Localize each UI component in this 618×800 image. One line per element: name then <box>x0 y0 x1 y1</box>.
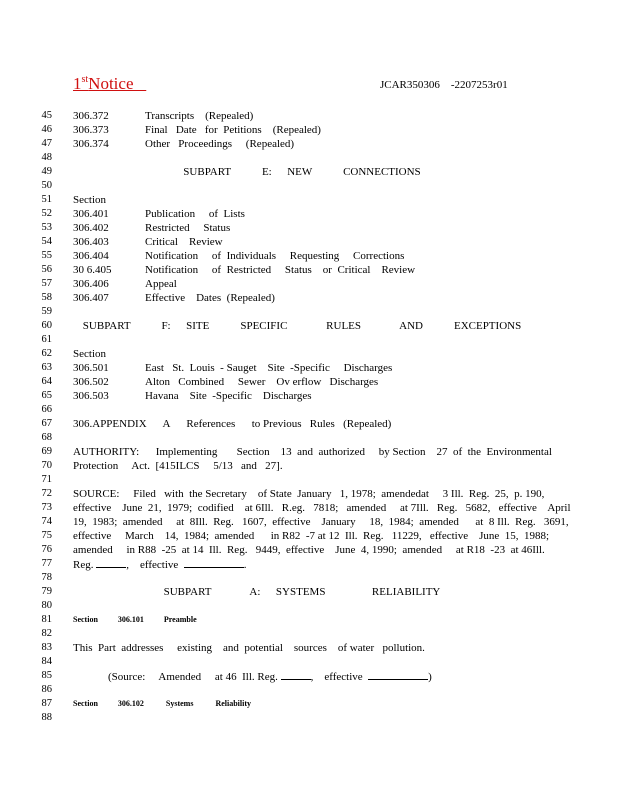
document-line <box>0 669 618 683</box>
section-number: 30 6.405 <box>73 264 112 276</box>
section-heading: Section 306.101 Preamble <box>73 615 197 624</box>
body-text: amended in R88 -25 at 14 Ill. Reg. 9449, effective June 4, 1990; amended at R18 -23 at 46Ill. <box>73 544 545 556</box>
body-text: 306.APPENDIX A References to Previous Rules (Repealed) <box>73 418 392 430</box>
subpart-heading: SUBPART E: NEW CONNECTIONS <box>183 166 421 178</box>
line-number: 87 <box>41 698 52 709</box>
document-line <box>0 291 618 305</box>
section-number: 306.372 <box>73 110 109 122</box>
section-title: Notification of Individuals Requesting Corrections <box>145 250 405 262</box>
line-number: 70 <box>41 460 52 471</box>
document-line <box>0 613 618 627</box>
document-line <box>0 655 618 669</box>
line-number: 66 <box>41 404 52 415</box>
line-number: 65 <box>41 390 52 401</box>
line-number: 56 <box>41 264 52 275</box>
section-number: 306.404 <box>73 250 109 262</box>
body-text: SOURCE: Filed with the Secretary of State January 1, 1978; amendedat 3 Ill. Reg. 25, p. 190, <box>73 488 545 500</box>
section-number: 306.401 <box>73 208 109 220</box>
line-number: 58 <box>41 292 52 303</box>
document-line <box>0 333 618 347</box>
section-number: 306.406 <box>73 278 109 290</box>
blank-underline <box>96 557 126 568</box>
document-line <box>0 263 618 277</box>
line-number: 81 <box>41 614 52 625</box>
section-heading: Section 306.102 Systems Reliability <box>73 699 251 708</box>
line-number: 59 <box>41 306 52 317</box>
body-text: effective June 21, 1979; codified at 6Ill. R.eg. 7818; amended at 7Ill. Reg. 5682, effective April <box>73 502 571 514</box>
line-number: 68 <box>41 432 52 443</box>
line-number: 72 <box>41 488 52 499</box>
blank-underline <box>368 669 428 680</box>
section-title: Havana Site -Specific Discharges <box>145 390 312 402</box>
document-line <box>0 403 618 417</box>
document-line <box>0 319 618 333</box>
document-line <box>0 137 618 151</box>
document-line <box>0 487 618 501</box>
document-line <box>0 529 618 543</box>
section-title: Effective Dates (Repealed) <box>145 292 275 304</box>
body-text: Protection Act. [415ILCS 5/13 and 27]. <box>73 460 283 472</box>
section-title: Notification of Restricted Status or Critical Review <box>145 264 416 276</box>
document-line <box>0 683 618 697</box>
line-number: 61 <box>41 334 52 345</box>
document-line <box>0 697 618 711</box>
body-text: Reg. , effective . <box>73 559 247 571</box>
document-line <box>0 389 618 403</box>
document-line <box>0 249 618 263</box>
document-line <box>0 543 618 557</box>
subpart-heading: SUBPART F: SITE SPECIFIC RULES AND EXCEPTIONS <box>82 320 522 332</box>
line-number: 47 <box>41 138 52 149</box>
body-text: (Source: Amended at 46 Ill. Reg. , effective ) <box>108 671 432 683</box>
line-number: 76 <box>41 544 52 555</box>
line-number: 71 <box>41 474 52 485</box>
line-number: 86 <box>41 684 52 695</box>
document-line <box>0 557 618 571</box>
line-number: 78 <box>41 572 52 583</box>
line-number: 45 <box>41 110 52 121</box>
section-title: East St. Louis - Sauget Site -Specific Discharges <box>145 362 393 374</box>
section-number: 306.501 <box>73 362 109 374</box>
document-line <box>0 711 618 725</box>
line-number: 53 <box>41 222 52 233</box>
document-line <box>0 515 618 529</box>
body-text: This Part addresses existing and potential sources of water pollution. <box>73 642 425 654</box>
document-line <box>0 221 618 235</box>
section-number: 306.374 <box>73 138 109 150</box>
line-number: 52 <box>41 208 52 219</box>
line-number: 48 <box>41 152 52 163</box>
line-number: 82 <box>41 628 52 639</box>
section-title: Restricted Status <box>145 222 231 234</box>
subpart-heading: SUBPART A: SYSTEMS RELIABILITY <box>163 586 441 598</box>
line-number: 85 <box>41 670 52 681</box>
blank-underline <box>281 669 311 680</box>
document-line <box>0 179 618 193</box>
section-number: Section <box>73 194 106 206</box>
document-line <box>0 473 618 487</box>
line-number: 63 <box>41 362 52 373</box>
section-title: Alton Combined Sewer Ov erflow Discharges <box>145 376 379 388</box>
line-number: 51 <box>41 194 52 205</box>
body-text: AUTHORITY: Implementing Section 13 and authorized by Section 27 of the Environmental <box>73 446 552 458</box>
line-number: 57 <box>41 278 52 289</box>
document-code: JCAR350306 -2207253r01 <box>380 79 508 91</box>
document-line <box>0 445 618 459</box>
blank-underline <box>184 557 244 568</box>
document-line <box>0 109 618 123</box>
line-number: 55 <box>41 250 52 261</box>
document-line <box>0 193 618 207</box>
line-number: 84 <box>41 656 52 667</box>
section-number: 306.402 <box>73 222 109 234</box>
document-line <box>0 417 618 431</box>
line-number: 60 <box>41 320 52 331</box>
document-line <box>0 305 618 319</box>
document-line <box>0 277 618 291</box>
document-line <box>0 165 618 179</box>
line-number: 64 <box>41 376 52 387</box>
section-title: Transcripts (Repealed) <box>145 110 254 122</box>
document-line <box>0 431 618 445</box>
section-number: 306.373 <box>73 124 109 136</box>
document-line <box>0 123 618 137</box>
section-title: Appeal <box>145 278 177 290</box>
section-number: 306.407 <box>73 292 109 304</box>
document-line <box>0 207 618 221</box>
document-line <box>0 375 618 389</box>
line-number: 80 <box>41 600 52 611</box>
line-number: 75 <box>41 530 52 541</box>
line-number: 73 <box>41 502 52 513</box>
section-title: Publication of Lists <box>145 208 245 220</box>
document-line <box>0 627 618 641</box>
line-number: 77 <box>41 558 52 569</box>
document-line <box>0 361 618 375</box>
line-number: 46 <box>41 124 52 135</box>
section-number: 306.502 <box>73 376 109 388</box>
document-line <box>0 235 618 249</box>
line-number: 74 <box>41 516 52 527</box>
document-line <box>0 151 618 165</box>
document-line <box>0 501 618 515</box>
section-title: Critical Review <box>145 236 223 248</box>
document-line <box>0 347 618 361</box>
document-line <box>0 599 618 613</box>
section-number: 306.503 <box>73 390 109 402</box>
body-text: 19, 1983; amended at 8Ill. Reg. 1607, effective January 18, 1984; amended at 8 Ill. Reg. 3691, <box>73 516 569 528</box>
line-number: 50 <box>41 180 52 191</box>
section-title: Final Date for Petitions (Repealed) <box>145 124 321 136</box>
body-text: effective March 14, 1984; amended in R82 -7 at 12 Ill. Reg. 11229, effective June 15, 1988; <box>73 530 550 542</box>
line-number: 54 <box>41 236 52 247</box>
line-number: 62 <box>41 348 52 359</box>
document-line <box>0 585 618 599</box>
document-line <box>0 641 618 655</box>
document-line <box>0 571 618 585</box>
section-title: Other Proceedings (Repealed) <box>145 138 295 150</box>
line-number: 67 <box>41 418 52 429</box>
section-number: 306.403 <box>73 236 109 248</box>
line-number: 88 <box>41 712 52 723</box>
document-line <box>0 459 618 473</box>
notice-heading: 1stNotice <box>73 74 134 93</box>
line-number: 69 <box>41 446 52 457</box>
line-number: 79 <box>41 586 52 597</box>
line-number: 49 <box>41 166 52 177</box>
section-number: Section <box>73 348 106 360</box>
line-number: 83 <box>41 642 52 653</box>
